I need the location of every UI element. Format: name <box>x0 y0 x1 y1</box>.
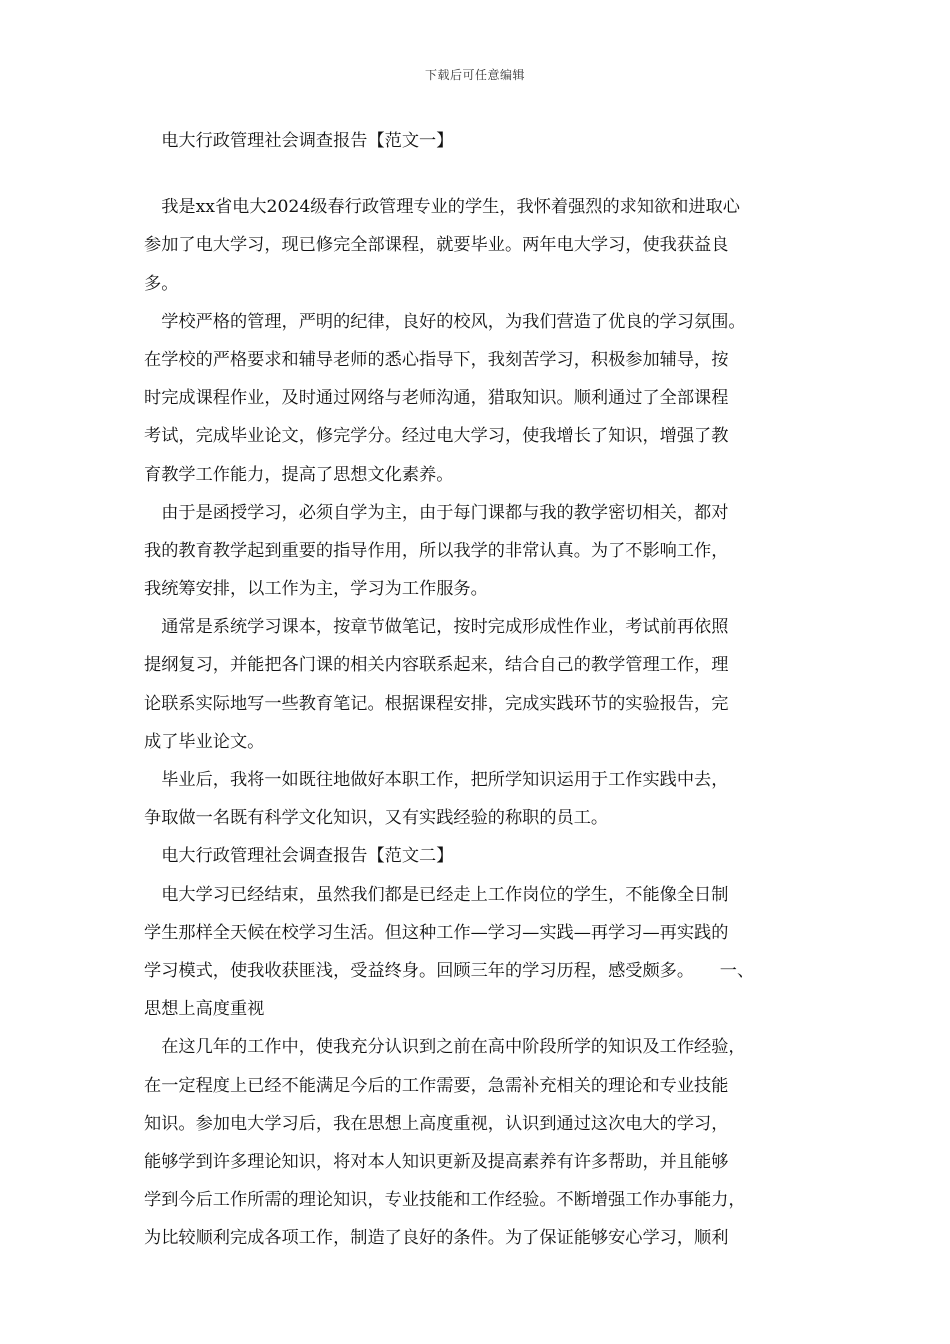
text-line: 学生那样全天候在校学习生活。但这种工作—学习—实践—再学习—再实践的 <box>144 922 729 943</box>
document-body <box>144 122 810 1257</box>
text-line: 电大学习已经结束，虽然我们都是已经走上工作岗位的学生，不能像全日制 <box>144 884 729 905</box>
text-line: 在一定程度上已经不能满足今后的工作需要，急需补充相关的理论和专业技能 <box>144 1075 729 1096</box>
text-line: 通常是系统学习课本，按章节做笔记，按时完成形成性作业，考试前再依照 <box>144 617 729 638</box>
text-line: 成了毕业论文。 <box>144 731 265 752</box>
text-line: 提纲复习，并能把各门课的相关内容联系起来，结合自己的教学管理工作，理 <box>144 655 729 676</box>
blank-gap <box>144 160 810 188</box>
section-title-1: 电大行政管理社会调查报告【范文一】 <box>144 131 454 151</box>
page-header-note: 下载后可任意编辑 <box>424 68 525 82</box>
text-line: 育教学工作能力，提高了思想文化素养。 <box>144 464 454 485</box>
text-line: 考试，完成毕业论文，修完学分。经过电大学习，使我增长了知识，增强了教 <box>144 426 729 447</box>
text-line: 学到今后工作所需的理论知识，专业技能和工作经验。不断增强工作办事能力， <box>144 1190 746 1211</box>
text-line: 知识。参加电大学习后，我在思想上高度重视，认识到通过这次电大的学习， <box>144 1113 729 1134</box>
text-line: 学校严格的管理，严明的纪律，良好的校风，为我们营造了优良的学习氛围。 <box>144 311 746 332</box>
text-line: 学习模式，使我收获匪浅，受益终身。回顾三年的学习历程，感受颇多。 一、 <box>144 960 755 981</box>
section-title-2: 电大行政管理社会调查报告【范文二】 <box>144 846 454 867</box>
text-line: 由于是函授学习，必须自学为主，由于每门课都与我的教学密切相关，都对 <box>144 502 729 523</box>
text-line: 能够学到许多理论知识，将对本人知识更新及提高素养有许多帮助，并且能够 <box>144 1151 729 1172</box>
text-line: 多。 <box>144 273 179 294</box>
text-line: 毕业后，我将一如既往地做好本职工作，把所学知识运用于工作实践中去， <box>144 770 729 790</box>
text-line: 为比较顺利完成各项工作，制造了良好的条件。为了保证能够安心学习，顺利 <box>144 1228 729 1249</box>
text-line: 论联系实际地写一些教育笔记。根据课程安排，完成实践环节的实验报告，完 <box>144 693 729 714</box>
text-line: 时完成课程作业，及时通过网络与老师沟通，猎取知识。顺利通过了全部课程 <box>144 388 729 409</box>
text-line: 争取做一名既有科学文化知识，又有实践经验的称职的员工。 <box>144 808 609 829</box>
text-line: 在这几年的工作中，使我充分认识到之前在高中阶段所学的知识及工作经验， <box>144 1037 746 1058</box>
text-line: 在学校的严格要求和辅导老师的悉心指导下，我刻苦学习，积极参加辅导，按 <box>144 349 729 370</box>
subsection-heading: 思想上高度重视 <box>144 999 265 1020</box>
text-line: 我统筹安排，以工作为主，学习为工作服务。 <box>144 579 488 600</box>
text-line: 我是xx省电大2024级春行政管理专业的学生，我怀着强烈的求知欲和进取心 <box>144 197 740 218</box>
text-line: 参加了电大学习，现已修完全部课程，就要毕业。两年电大学习，使我获益良 <box>144 235 729 256</box>
text-line: 我的教育教学起到重要的指导作用，所以我学的非常认真。为了不影响工作， <box>144 540 729 561</box>
